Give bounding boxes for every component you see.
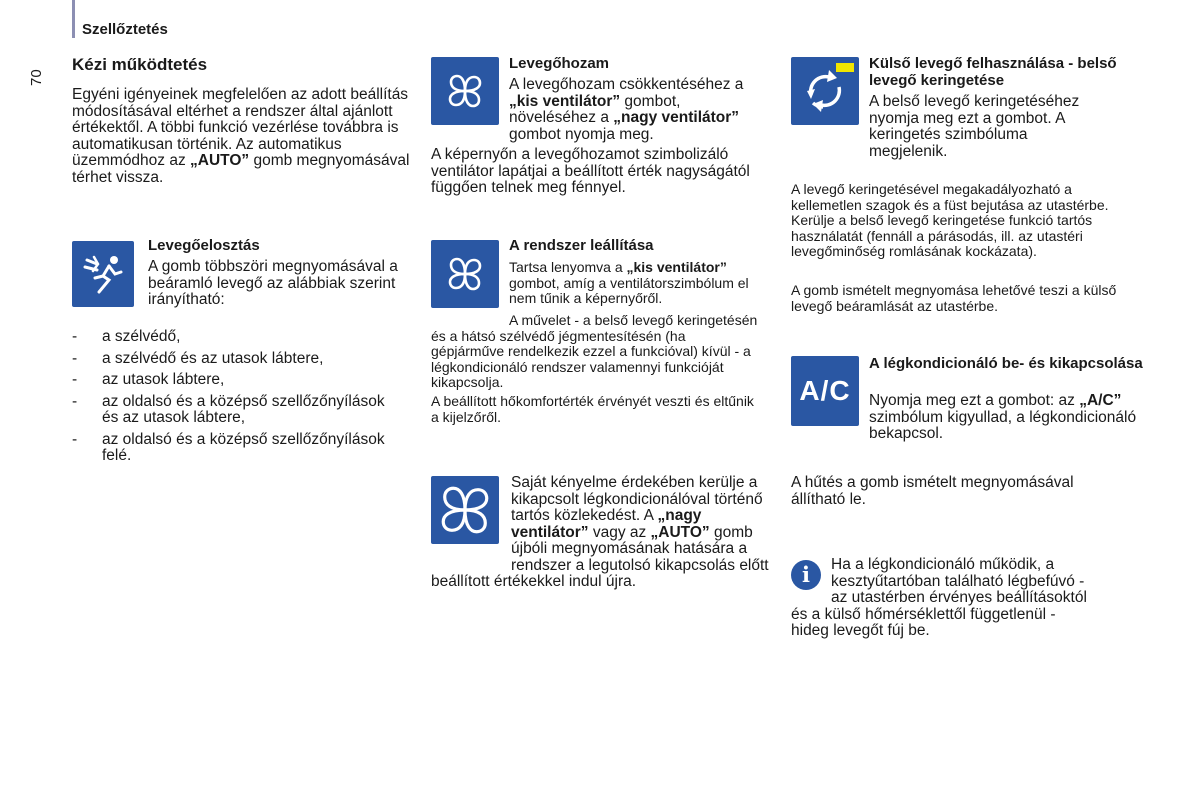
ac-heading: A légkondicionáló be- és kikapcsolása bbox=[869, 355, 1143, 372]
air-distribution-heading: Levegőelosztás bbox=[148, 237, 260, 254]
airflow-button-image bbox=[431, 57, 499, 125]
comfort-note: Saját kényelme érdekében kerülje a kikapcsolt légkondicionálóval történő tartós közlekedést. A „nagy ventilátor” vagy az „AUTO” gomb újbóli megnyomásának hatására a rendszer a legutolsó kikapcsolás előtt beállított értékekkel indul újra. bbox=[431, 474, 769, 590]
recirculation-text: A belső levegő keringetéséhez nyomja meg ezt a gombot. A keringetés szimbóluma megjelenik. bbox=[869, 93, 1080, 160]
fan-icon bbox=[445, 71, 485, 111]
list-item: - a szélvédő, bbox=[72, 329, 392, 346]
ac-button-image bbox=[791, 356, 859, 426]
air-distribution-list bbox=[72, 329, 392, 465]
air-distribution-text: A gomb többszöri megnyomásával a beáramló levegő az alábbiak szerint irányítható: bbox=[148, 258, 398, 308]
manual-operation-heading: Kézi működtetés bbox=[72, 55, 208, 74]
header-bar bbox=[72, 0, 75, 38]
air-distribution-button-image bbox=[72, 241, 134, 307]
recirculation-note: A levegő keringetésével megakadályozható a kellemetlen szagok és a füst bejutása az utastérbe. Kerülje a belső levegő keringetése funkció tartós használatát (fennáll a párásodás, ill. az utastéri levegőminőség romlásának kockázata). bbox=[791, 181, 1109, 259]
air-distribution-icon bbox=[81, 252, 125, 296]
airflow-text: A levegőhozam csökkentéséhez a „kis ventilátor” gombot, növeléséhez a „nagy ventilátor” gombot nyomja meg. bbox=[509, 76, 744, 143]
airflow-heading: Levegőhozam bbox=[509, 55, 610, 72]
recirculation-icon bbox=[799, 65, 851, 117]
ac-label: A/C bbox=[799, 375, 851, 406]
system-off-button-image bbox=[431, 240, 499, 308]
info-text: Ha a légkondicionáló működik, a kesztyűtartóban található légbefúvó - az utastérben érvényes beállításoktól és a külső hőmérséklettől függetlenül - hideg levegőt fúj be. bbox=[791, 556, 1087, 639]
recirculation-heading: Külső levegő felhasználása - belső levegő keringetése bbox=[869, 55, 1117, 89]
list-item: - az utasok lábtere, bbox=[72, 372, 392, 389]
list-item: - a szélvédő és az utasok lábtere, bbox=[72, 351, 392, 368]
recirculation-button-image bbox=[791, 57, 859, 125]
ac-off-text: A hűtés a gomb ismételt megnyomásával állítható le. bbox=[791, 474, 1074, 508]
list-item: - az oldalsó és a középső szellőzőnyílások felé. bbox=[72, 432, 392, 465]
info-icon: i bbox=[791, 560, 821, 590]
list-item: - az oldalsó és a középső szellőzőnyílások és az utasok lábtere, bbox=[72, 394, 392, 427]
system-off-note: A művelet - a belső levegő keringetésén és a hátsó szélvédő jégmentesítésén (ha gépjárműve rendelkezik ezzel a funkcióval) kívül - a légkondicionáló rendszer valamennyi funkcióját kikapcsolja. bbox=[431, 312, 758, 390]
manual-operation-text: Egyéni igényeinek megfelelően az adott beállítás módosításával eltérhet a rendszer által ajánlott értékektől. A többi funkció vezérlése továbbra is automatikusan történik. Az automatikus üzemmódhoz az „AUTO” gomb megnyomásával térhet vissza. bbox=[72, 86, 410, 186]
ac-text: Nyomja meg ezt a gombot: az „A/C” szimbólum kigyullad, a légkondicionáló bekapcsol. bbox=[869, 392, 1137, 442]
system-off-heading: A rendszer leállítása bbox=[509, 237, 654, 254]
system-off-note-2: A beállított hőkomfortérték érvényét veszti és eltűnik a kijelzőről. bbox=[431, 393, 754, 425]
page-number: 70 bbox=[28, 69, 45, 86]
airflow-note: A képernyőn a levegőhozamot szimbolizáló ventilátor lapátjai a beállított érték nagyságától függően telnek meg fénnyel. bbox=[431, 146, 750, 196]
recirculation-note-2: A gomb ismételt megnyomása lehetővé teszi a külső levegő beáramlását az utastérbe. bbox=[791, 282, 1117, 314]
fan-icon bbox=[445, 254, 485, 294]
indicator-light bbox=[836, 63, 854, 72]
system-off-text: Tartsa lenyomva a „kis ventilátor” gombot, amíg a ventilátorszimbólum el nem tűnik a képernyőről. bbox=[509, 259, 749, 306]
section-title: Szellőztetés bbox=[82, 21, 168, 38]
